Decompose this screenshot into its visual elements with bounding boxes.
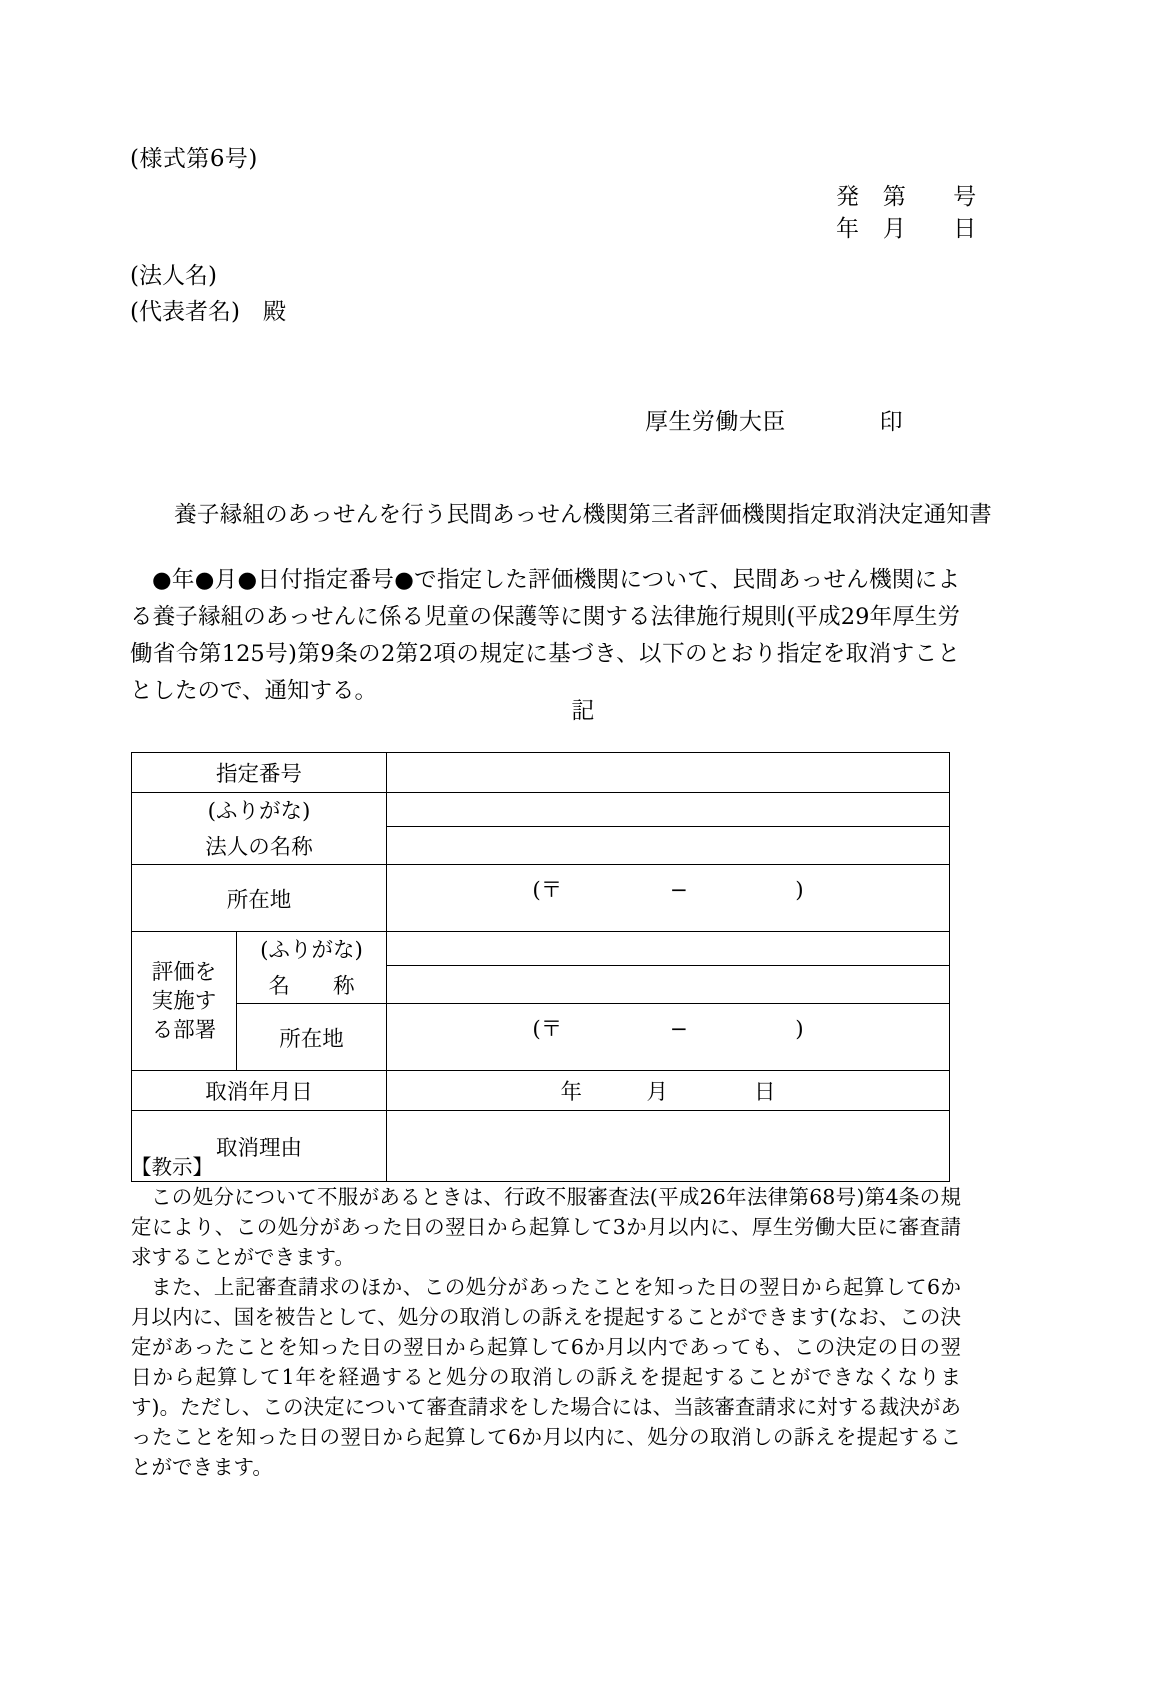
designation-number-label: 指定番号 bbox=[132, 753, 387, 793]
instructions-paragraph-2: また、上記審査請求のほか、この処分があったことを知った日の翌日から起算して6か月以内に、国を被告として、処分の取消しの訴えを提起することができます(なお、この決定があったことを知った日の翌日から起算して6か月以内であっても、この決定の日の翌日から起算して1年を経過すると処分の取消しの訴えを提起することができなくなります)。ただし、この決定について審査請求をした場合には、当該審査請求に対する裁決があったことを知った日の翌日から起算して6か月以内に、処分の取消しの訴えを提起することができます。 bbox=[131, 1275, 961, 1479]
addressee-block bbox=[130, 258, 286, 330]
page-title: 養子縁組のあっせんを行う民間あっせん機関第三者評価機関指定取消決定通知書 bbox=[174, 502, 992, 528]
cancel-date-label: 取消年月日 bbox=[132, 1071, 387, 1111]
corporation-address-value[interactable]: (〒 − ) bbox=[387, 865, 950, 932]
department-address-label: 所在地 bbox=[237, 1004, 387, 1071]
issue-number-line: 発 第 号 bbox=[836, 184, 977, 210]
table-row-department-name bbox=[132, 965, 950, 1004]
corporation-address-label: 所在地 bbox=[132, 865, 387, 932]
table-row-designation-number bbox=[132, 753, 950, 793]
corporation-furigana-value[interactable] bbox=[387, 793, 950, 827]
form-number: (様式第6号) bbox=[130, 146, 258, 172]
corporation-name-placeholder: (法人名) bbox=[130, 263, 217, 289]
table-row-department-address bbox=[132, 1004, 950, 1071]
cancel-date-value[interactable]: 年 月 日 bbox=[387, 1071, 950, 1111]
instructions-heading: 【教示】 bbox=[131, 1155, 213, 1179]
corporation-name-value[interactable] bbox=[387, 826, 950, 865]
corporation-name-label: 法人の名称 bbox=[132, 826, 387, 865]
table-row-corporation-name bbox=[132, 826, 950, 865]
table-row-corporation-address bbox=[132, 865, 950, 932]
department-label-line-1: 評価を bbox=[151, 959, 217, 985]
department-furigana-value[interactable] bbox=[387, 932, 950, 966]
instructions-paragraph-1: この処分について不服があるときは、行政不服審査法(平成26年法律第68号)第4条の規定により、この処分があった日の翌日から起算して3か月以内に、厚生労働大臣に審査請求することができます。 bbox=[131, 1185, 961, 1269]
instructions-section bbox=[131, 1152, 961, 1482]
designation-info-table bbox=[131, 752, 950, 1182]
table-row-department-furigana bbox=[132, 932, 950, 966]
designation-number-value[interactable] bbox=[387, 753, 950, 793]
representative-name-placeholder: (代表者名) 殿 bbox=[130, 299, 286, 325]
corporation-furigana-label: (ふりがな) bbox=[132, 793, 387, 827]
issuer-minister-line: 厚生労働大臣 印 bbox=[645, 409, 904, 435]
department-name-value[interactable] bbox=[387, 965, 950, 1004]
body-paragraph: ●年●月●日付指定番号●で指定した評価機関について、民間あっせん機関による養子縁組のあっせんに係る児童の保護等に関する法律施行規則(平成29年厚生労働省令第125号)第9条の2第2項の規定に基づき、以下のとおり指定を取消すこととしたので、通知する。 bbox=[130, 567, 960, 704]
cancel-reason-label: 取消理由 bbox=[132, 1111, 387, 1182]
department-section-label bbox=[132, 932, 237, 1071]
department-furigana-label: (ふりがな) bbox=[237, 932, 387, 966]
issue-date-line: 年 月 日 bbox=[836, 216, 977, 242]
department-label-line-2: 実施す bbox=[151, 988, 217, 1014]
department-name-label: 名 称 bbox=[237, 965, 387, 1004]
department-label-line-3: る部署 bbox=[151, 1017, 217, 1043]
table-row-corporation-furigana bbox=[132, 793, 950, 827]
table-row-cancel-date bbox=[132, 1071, 950, 1111]
ki-mark: 記 bbox=[571, 698, 595, 724]
department-address-value[interactable]: (〒 − ) bbox=[387, 1004, 950, 1071]
